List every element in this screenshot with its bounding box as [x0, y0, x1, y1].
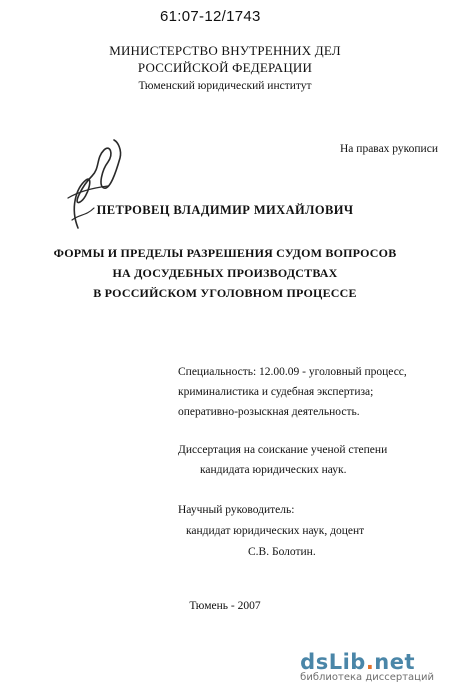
degree-line-2: кандидата юридических наук.: [200, 464, 347, 476]
institute-name: Тюменский юридический институт: [138, 80, 312, 92]
specialty-block: [178, 362, 407, 422]
watermark-tagline: библиотека диссертаций: [300, 672, 434, 683]
ministry-header: [0, 42, 450, 76]
advisor-block: [178, 500, 364, 563]
archive-code: 61:07-12/1743: [160, 8, 261, 25]
manuscript-rights-note: На правах рукописи: [340, 143, 438, 155]
specialty-line-3: оперативно-розыскная деятельность.: [178, 406, 360, 418]
specialty-line-1: Специальность: 12.00.09 - уголовный процесс,: [178, 366, 407, 378]
title-line-3: В РОССИЙСКОМ УГОЛОВНОМ ПРОЦЕССЕ: [93, 286, 357, 300]
dslib-watermark[interactable]: [300, 650, 434, 683]
watermark-brand-b: net: [374, 650, 416, 674]
watermark-brand-a: dsLib: [300, 650, 366, 674]
specialty-line-2: криминалистика и судебная экспертиза;: [178, 386, 374, 398]
degree-line-1: Диссертация на соискание ученой степени: [178, 444, 388, 456]
title-line-2: НА ДОСУДЕБНЫХ ПРОИЗВОДСТВАХ: [112, 266, 338, 280]
ministry-line-1: МИНИСТЕРСТВО ВНУТРЕННИХ ДЕЛ: [109, 43, 341, 58]
watermark-brand-dot: .: [365, 650, 375, 674]
advisor-name: С.В. Болотин.: [248, 546, 316, 558]
advisor-label: Научный руководитель:: [178, 504, 295, 516]
city-year: Тюмень - 2007: [189, 600, 261, 612]
watermark-brand: [300, 650, 434, 674]
ministry-line-2: РОССИЙСКОЙ ФЕДЕРАЦИИ: [137, 60, 313, 75]
dissertation-title: [0, 243, 450, 303]
degree-block: [178, 440, 387, 480]
handwritten-signature: [58, 128, 133, 238]
advisor-title: кандидат юридических наук, доцент: [186, 525, 365, 537]
title-line-1: ФОРМЫ И ПРЕДЕЛЫ РАЗРЕШЕНИЯ СУДОМ ВОПРОСОВ: [53, 246, 397, 260]
author-name: ПЕТРОВЕЦ ВЛАДИМИР МИХАЙЛОВИЧ: [96, 203, 354, 217]
